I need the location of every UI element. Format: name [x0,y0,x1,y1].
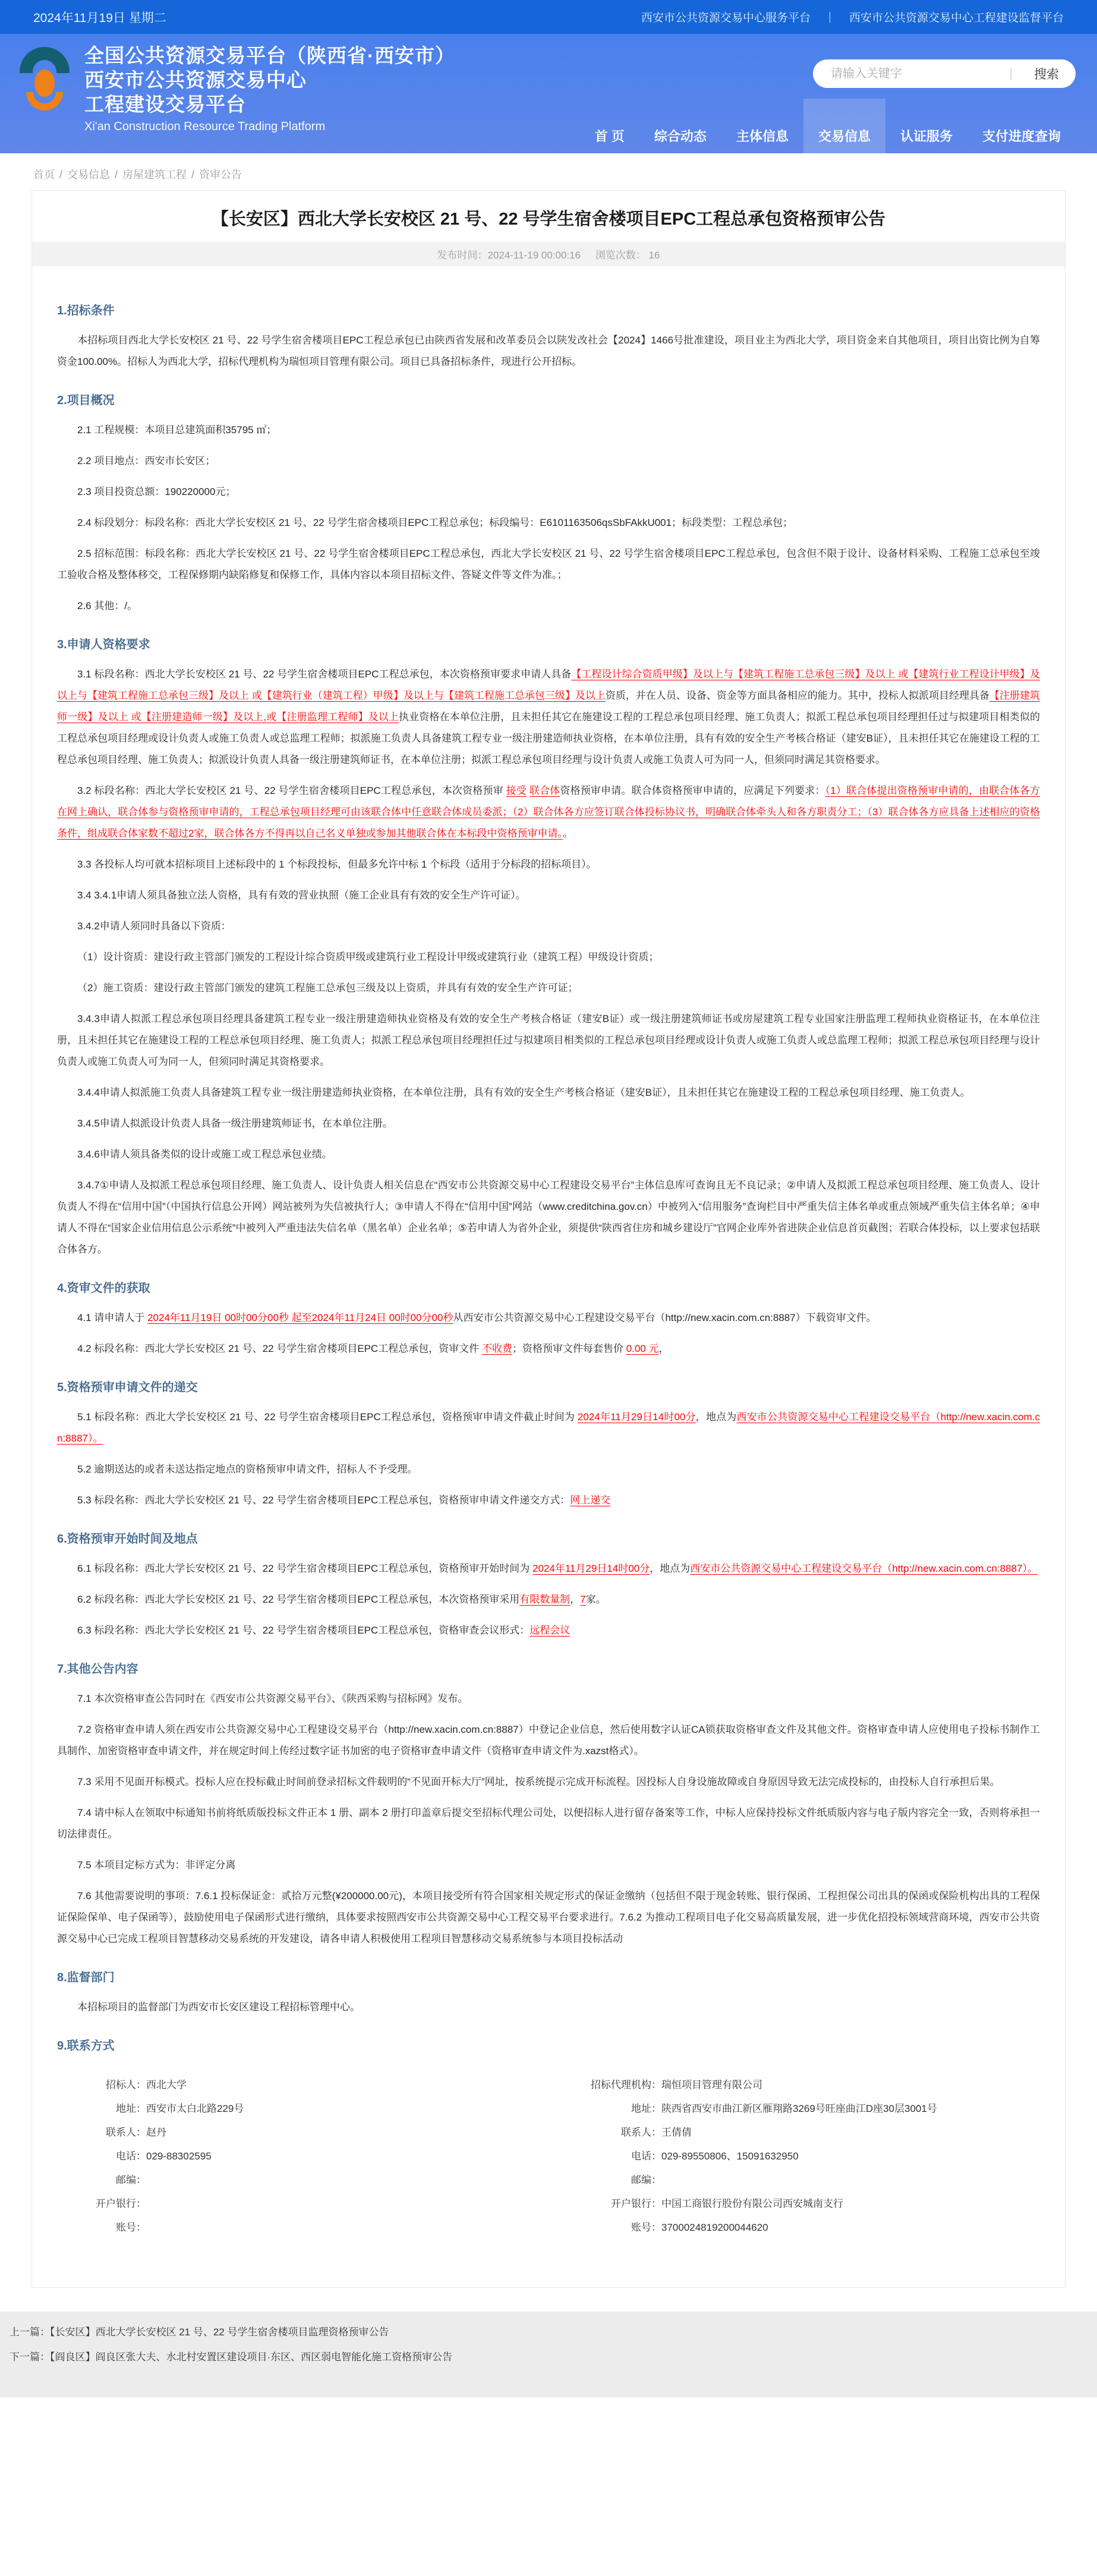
text-run: 7.2 资格审查申请人须在西安市公共资源交易中心工程建设交易平台（http://new.xacin.com.cn:8887）中登记企业信息，然后使用数字认证CA锁获取资格审查文件及其他文件。资格审查申请人应使用电子投标书制作工具制作、加密资格审查申请文件，并在规定时间上传经过数字证书加密的电子资格审查申请文件（资格审查申请文件为.xazst格式）。 [57,1724,1040,1757]
highlight-run: 西安市公共资源交易中心工程建设交易平台（http://new.xacin.com.cn:8887）。 [690,1563,1038,1574]
text-run: 4.2 标段名称：西北大学长安校区 21 号、22 号学生宿舍楼项目EPC工程总承包，资审文件 [77,1343,483,1354]
paragraph [57,481,1040,503]
contact-row [548,2216,1040,2240]
text-run: 。 [562,828,573,839]
text-run: 3.4 3.4.1申请人须具备独立法人资格，具有有效的营业执照（施工企业具有有效的安全生产许可证）。 [77,890,526,901]
text-run: 6.2 标段名称：西北大学长安校区 21 号、22 号学生宿舍楼项目EPC工程总承包，本次资格预审采用 [77,1594,520,1605]
section-heading: 6.资格预审开始时间及地点 [57,1533,198,1546]
contact-row [548,2073,1040,2097]
text-run: 2.6 其他：/。 [77,600,138,611]
text-run: ， [570,1594,581,1605]
contact-value: 瑞恒项目管理有限公司 [661,2079,762,2091]
contact-label: 地址： [116,2103,146,2114]
contact-value: 赵丹 [146,2127,166,2138]
contact-value: 西安市太白北路229号 [146,2103,244,2114]
text-run: 2.2 项目地点：西安市长安区； [77,455,216,466]
paragraph [57,1307,1040,1329]
paragraph [57,1008,1040,1073]
breadcrumb-item[interactable]: 交易信息 [67,169,111,181]
site-title-center: 西安市公共资源交易中心 [84,69,307,91]
paragraph [57,1338,1040,1360]
agency-contact-column [548,2073,1040,2240]
section-heading: 2.项目概况 [57,394,115,407]
text-run: 3.2 标段名称：西北大学长安校区 21 号、22 号学生宿舍楼项目EPC工程总承包，本次资格预审 [77,785,506,796]
paragraph [57,1082,1040,1103]
text-run: 本招标项目的监督部门为西安市长安区建设工程招标管理中心。 [77,2001,360,2013]
nav-item[interactable]: 首 页 [594,129,625,144]
text-run: ，地点为 [695,1411,737,1423]
text-run: 7.6 其他需要说明的事项：7.6.1 投标保证金：贰拾万元整(¥200000.00元)，本项目接受所有符合国家相关规定形式的保证金缴纳（包括但不限于现金转账、银行保函、工程担保公司出具的保函或保险机构出具的工程保证保险保单、电子保函等），鼓励使用电子保函形式进行缴纳，具体要求按照西安市公共资源交易中心工程交易平台要求进行。7.6.2 为推动工程项目电子化交易高质量发展，进一步优化招投标领域营商环境，西安市公共资源交易中心已完成工程项目智慧移动交易系统的开发建设，请各申请人积极使用工程项目智慧移动交易系统参与本项目投标活动 [57,1890,1040,1944]
contact-row [57,2168,548,2192]
view-count: 浏览次数： 16 [595,250,660,261]
contact-label: 电话： [631,2151,661,2162]
contact-row [548,2145,1040,2168]
contact-label: 联系人： [621,2127,661,2138]
highlight-run: 0.00 元 [626,1343,659,1354]
text-run: 3.4.7①申请人及拟派工程总承包项目经理、施工负责人、设计负责人相关信息在“西安市公共资源交易中心工程建设交易平台”主体信息库可查询且无不良记录；②申请人及拟派工程总承包项目经理、施工负责人、设计负责人不得在“信用中国”（中国执行信息公开网）网站被列为失信被执行人；③申请人不得在“信用中国”网站（www.creditchina.gov.cn）中被列入“信用服务”查询栏目中严重失信主体名单或重点领域严重失信主体名单；④申请人不得在“国家企业信用信息公示系统”中被列入严重违法失信名单（黑名单）企业名单；⑤若申请人为省外企业，须提供“陕西省住房和城乡建设厅”官网企业库外省进陕企业信息首页截图；若联合体投标，以上要求包括联合体各方。 [57,1180,1040,1255]
text-run: 3.1 标段名称：西北大学长安校区 21 号、22 号学生宿舍楼项目EPC工程总承包，本次资格预审要求申请人具备 [77,669,572,680]
section-heading: 3.申请人资格要求 [57,638,150,651]
contact-label: 开户银行： [96,2198,146,2209]
highlight-run: 远程会议 [529,1625,570,1636]
text-run: 6.1 标段名称：西北大学长安校区 21 号、22 号学生宿舍楼项目EPC工程总承包，资格预审开始时间为 [77,1563,533,1574]
site-title-national: 全国公共资源交易平台（陕西省·西安市） [84,45,455,67]
site-logo-icon [19,47,70,125]
paragraph [57,780,1040,844]
paragraph [57,450,1040,472]
current-date: 2024年11月19日 星期二 [33,11,166,25]
paragraph [57,664,1040,771]
text-run: 5.2 逾期送达的或者未送达指定地点的资格预审申请文件，招标人不予受理。 [77,1464,418,1475]
breadcrumb-separator: / [115,169,118,181]
contact-label: 联系人： [106,2127,146,2138]
search-box [813,59,1076,88]
highlight-run: 网上递交 [570,1494,611,1506]
breadcrumb-separator: / [59,169,63,181]
contact-value: 029-88302595 [146,2151,212,2162]
text-run: 7.5 本项目定标方式为：非评定分离 [77,1859,236,1871]
contact-row [57,2216,548,2240]
top-bar-links [641,9,1064,25]
nav-item[interactable]: 认证服务 [900,129,953,144]
logo-arc-bottom [26,92,63,111]
link-separator: | [828,10,831,23]
site-title-platform: 工程建设交易平台 [84,93,246,115]
tenderer-contact-column [57,2073,548,2240]
contact-label: 开户银行： [611,2198,661,2209]
text-run: 3.4.4申请人拟派施工负责人具备建筑工程专业一级注册建造师执业资格，在本单位注册，具有有效的安全生产考核合格证（建安B证），且未担任其它在施建设工程的工程总承包项目经理、施工负责人。 [77,1087,970,1098]
section-heading: 5.资格预审申请文件的递交 [57,1381,198,1394]
paragraph [57,885,1040,906]
article-meta-bar [32,242,1065,266]
search-button[interactable]: 搜索 [1022,65,1071,83]
text-run: ，地点为 [650,1563,691,1574]
contact-label: 招标代理机构： [591,2079,661,2091]
text-run: 7.4 请中标人在领取中标通知书前将纸质版投标文件正本 1 册、副本 2 册打印盖章后提交至招标代理公司处，以便招标人进行留存备案等工作，中标人应保持投标文件纸质版内容与电子版内容完全一致，否则将承担一切法律责任。 [57,1807,1040,1840]
text-run: 4.1 请申请人于 [77,1312,148,1323]
contact-row [548,2097,1040,2121]
paragraph [57,512,1040,534]
search-divider: | [1009,67,1013,80]
text-run: 本招标项目西北大学长安校区 21 号、22 号学生宿舍楼项目EPC工程总承包已由陕西省发展和改革委员会以陕发改社会【2024】1466号批准建设，项目业主为西北大学，项目资金来自其他项目，项目出资比例为自筹资金100.00%。招标人为西北大学，招标代理机构为瑞恒项目管理有限公司。项目已具备招标条件，现进行公开招标。 [57,335,1040,367]
contact-value [661,2168,1040,2192]
contact-label: 地址： [631,2103,661,2114]
text-run: 5.3 标段名称：西北大学长安校区 21 号、22 号学生宿舍楼项目EPC工程总承包，资格预审申请文件递交方式： [77,1494,570,1506]
contact-value: 029-89550806、15091632950 [661,2151,799,2162]
paragraph [57,1886,1040,1950]
paragraph [57,1620,1040,1641]
text-run: （1）设计资质：建设行政主管部门颁发的工程设计综合资质甲级或建筑行业工程设计甲级或建筑行业（建筑工程）甲级设计资质； [77,951,659,963]
section-heading: 4.资审文件的获取 [57,1282,150,1295]
section-heading: 9.联系方式 [57,2039,115,2052]
supervision-platform-link[interactable]: 西安市公共资源交易中心工程建设监督平台 [849,12,1064,24]
contact-value: 陕西省西安市曲江新区雁翔路3269号旺座曲江D座30层3001号 [661,2103,937,2114]
contact-value: 西北大学 [146,2079,187,2091]
text-run: 3.4.2申请人须同时具备以下资质： [77,920,231,932]
text-run: 7.1 本次资格审查公告同时在《西安市公共资源交易平台》、《陕西采购与招标网》发布。 [77,1693,468,1704]
text-run: 从西安市公共资源交易中心工程建设交易平台（http://new.xacin.com.cn:8887）下载资审文件。 [453,1312,877,1323]
contact-value [146,2192,548,2216]
paragraph [57,595,1040,617]
highlight-run: 有限数量制 [519,1594,570,1605]
text-run: （2）施工资质：建设行政主管部门颁发的建筑工程施工总承包三级及以上资质，并具有有效的安全生产许可证； [77,982,578,994]
paragraph [57,1459,1040,1480]
contact-label: 邮编： [116,2174,146,2186]
contact-row [548,2121,1040,2145]
highlight-run: （1）联合体提出资格预审申请的，由联合体各方在网上确认，联合体参与资格预审申请的，工程总承包项目经理可由该联合体中任意联合体成员委派；（2）联合体各方应签订联合体投标协议书，明确联合体牵头人和各方职责分工；（3）联合体各方应具备上述相应的资格条件，组成联合体家数不超过2家，联合体各方不得再以自己名义单独或参加其他联合体在本标段中资格预审申请。 [57,785,1041,839]
contact-grid [32,2065,1065,2240]
highlight-run: 2024年11月29日14时00分 [577,1411,696,1423]
next-article-link[interactable]: 下一篇：【阎良区】阎良区张大夫、水北村安置区建设项目·东区、西区弱电智能化施工资格预审公告 [10,2351,453,2363]
highlight-run: 7 [580,1594,586,1605]
text-run: 7.3 采用不见面开标模式。投标人应在投标截止时间前登录招标文件载明的“不见面开标大厅”网址，按系统提示完成开标流程。因投标人自身设施故障或自身原因导致无法完成投标的，由投标人自行承担后果。 [77,1776,1000,1787]
text-run: 家。 [585,1594,606,1605]
contact-label: 账号： [116,2222,146,2233]
text-run: 5.1 标段名称：西北大学长安校区 21 号、22 号学生宿舍楼项目EPC工程总承包，资格预审申请文件截止时间为 [77,1411,578,1423]
text-run: 3.4.3申请人拟派工程总承包项目经理具备建筑工程专业一级注册建造师执业资格及有效的安全生产考核合格证（建安B证）或一级注册建筑师证书或房屋建筑工程专业国家注册监理工程师执业资格证书，在本单位注册，且未担任其它在施建设工程的工程总承包项目经理、施工负责人；拟派工程总承包项目经理担任过与拟建项目相类似的工程总承包项目经理或设计负责人或施工负责人或总监理工程师；拟派工程总承包项目经理与设计负责人或施工负责人可为同一人，但须同时满足其资格要求。 [57,1013,1040,1067]
paragraph [57,1855,1040,1876]
text-run: 2.4 标段划分：标段名称：西北大学长安校区 21 号、22 号学生宿舍楼项目EPC工程总承包；标段编号：E6101163506qsSbFAkkU001；标段类型：工程总承包； [77,517,793,528]
paragraph [57,1175,1040,1260]
text-run: 6.3 标段名称：西北大学长安校区 21 号、22 号学生宿舍楼项目EPC工程总承包，资格审查会议形式： [77,1625,530,1636]
nav-item[interactable]: 交易信息 [803,99,885,153]
text-run: 资质，并在人员、设备、资金等方面具备相应的能力。其中，投标人拟派项目经理具备 [605,690,989,701]
text-run: ， [658,1343,669,1354]
paragraph [57,330,1040,373]
nav-item[interactable]: 综合动态 [654,129,707,144]
section-heading: 7.其他公告内容 [57,1663,138,1676]
text-run: 3.3 各投标人均可就本招标项目上述标段中的 1 个标段投标，但最多允许中标 1 个标段（适用于分标段的招标项目）。 [77,859,597,870]
document-body [32,266,1065,2053]
page-title: 【长安区】西北大学长安校区 21 号、22 号学生宿舍楼项目EPC工程总承包资格预审公告 [211,210,886,229]
breadcrumb [33,166,1064,182]
paragraph [57,420,1040,441]
nav-item[interactable]: 支付进度查询 [982,129,1061,144]
breadcrumb-item[interactable]: 首页 [33,169,55,181]
paragraph [57,1719,1040,1762]
text-run: 执业资格在本单位注册，且未担任其它在施建设工程的工程总承包项目经理、施工负责人；拟派工程总承包项目经理担任过与拟建项目相类似的工程总承包项目经理或设计负责人或施工负责人或总监理工程师；拟派施工负责人具备建筑工程专业一级注册建造师执业资格，在本单位注册，具有有效的安全生产考核合格证（建安B证），且未担任其它在施建设工程的工程总承包项目经理、施工负责人；拟派设计负责人具备一级注册建筑师证书，在本单位注册；拟派工程总承包项目经理与设计负责人或施工负责人可为同一人，但须同时满足其资格要求。 [57,711,1041,765]
paragraph [57,1407,1040,1449]
highlight-run: 【注册建筑师一级】及以上 或【注册建造师一级】及以上,或【注册监理工程师】及以上 [57,690,1040,723]
paragraph [57,1589,1040,1610]
paragraph [57,1490,1040,1511]
search-input[interactable] [830,67,1000,81]
highlight-run: 西安市公共资源交易中心工程建设交易平台（http://new.xacin.com.cn:8887）。 [57,1411,1040,1444]
paragraph [57,1144,1040,1165]
contact-value: 3700024819200044620 [661,2222,768,2233]
paragraph [57,1771,1040,1793]
highlight-run: 2024年11月29日14时00分 [532,1563,650,1574]
highlight-run: 联合体 [529,785,560,796]
paragraph [57,947,1040,968]
contact-label: 招标人： [106,2079,146,2091]
contact-value: 王倩倩 [661,2127,692,2138]
contact-value [146,2216,548,2240]
text-run: ；资格预审文件每套售价 [512,1343,626,1354]
page-footer [0,2312,1097,2397]
paragraph [57,854,1040,875]
paragraph [57,1113,1040,1134]
contact-value: 中国工商银行股份有限公司西安城南支行 [661,2198,843,2209]
site-titles [84,43,455,135]
contact-row [57,2097,548,2121]
contact-row [57,2145,548,2168]
top-bar [0,0,1097,34]
site-header [0,34,1097,153]
highlight-run: 不收费 [482,1343,513,1354]
section-heading: 8.监督部门 [57,1971,115,1984]
breadcrumb-item[interactable]: 房屋建筑工程 [122,169,187,181]
highlight-run: 【工程设计综合资质甲级】及以上与【建筑工程施工总承包三级】及以上 或【建筑行业工程设计甲级】及以上与【建筑工程施工总承包三级】及以上 或【建筑行业（建筑工程）甲级】及以上与【建筑工程施工总承包三级】及以上 [57,669,1040,701]
highlight-run: 2024年11月19日 00时00分00秒 起至2024年11月24日 00时00分00秒 [147,1312,453,1323]
paragraph [57,1558,1040,1579]
paragraph [57,1802,1040,1845]
nav-item[interactable]: 主体信息 [736,129,789,144]
text-run: 2.1 工程规模：本项目总建筑面积35795 ㎡； [77,424,277,436]
contact-row [548,2168,1040,2192]
paragraph [57,1688,1040,1710]
section-heading: 1.招标条件 [57,304,115,317]
breadcrumb-item[interactable]: 资审公告 [199,169,242,181]
paragraph [57,916,1040,937]
service-platform-link[interactable]: 西安市公共资源交易中心服务平台 [641,12,811,24]
contact-row [57,2121,548,2145]
text-run: 资格预审申请。联合体资格预审申请的，应满足下列要求： [560,785,825,796]
text-run: 2.5 招标范围：标段名称：西北大学长安校区 21 号、22 号学生宿舍楼项目EPC工程总承包，西北大学长安校区 21 号、22 号学生宿舍楼项目EPC工程总承包，包含但不限于设计、设备材料采购、工程施工总承包至竣工验收合格及整体移交，工程保修期内缺陷修复和保修工作，具体内容以本项目招标文件、答疑文件等文件为准。； [57,548,1040,581]
contact-label: 电话： [116,2151,146,2162]
paragraph [57,978,1040,999]
main-nav [580,99,1076,153]
text-run: 3.4.5申请人拟派设计负责人具备一级注册建筑师证书，在本单位注册。 [77,1118,393,1129]
contact-label: 账号： [631,2222,661,2233]
contact-row [57,2192,548,2216]
highlight-run: 接受 [506,785,527,796]
paragraph [57,543,1040,586]
breadcrumb-separator: / [191,169,195,181]
contact-row [57,2073,548,2097]
publish-time: 发布时间：2024-11-19 00:00:16 [437,250,581,261]
contact-label: 邮编： [631,2174,661,2186]
site-title-english: Xi'an Construction Resource Trading Platform [84,120,326,133]
text-run: 3.4.6申请人须具备类似的设计或施工或工程总承包业绩。 [77,1149,332,1160]
announcement-card [31,190,1066,2288]
contact-row [548,2192,1040,2216]
paragraph [57,1997,1040,2018]
prev-article-link[interactable]: 上一篇：【长安区】西北大学长安校区 21 号、22 号学生宿舍楼项目监理资格预审公告 [10,2326,389,2338]
contact-value [146,2168,548,2192]
text-run: 2.3 项目投资总额：190220000元； [77,486,236,497]
